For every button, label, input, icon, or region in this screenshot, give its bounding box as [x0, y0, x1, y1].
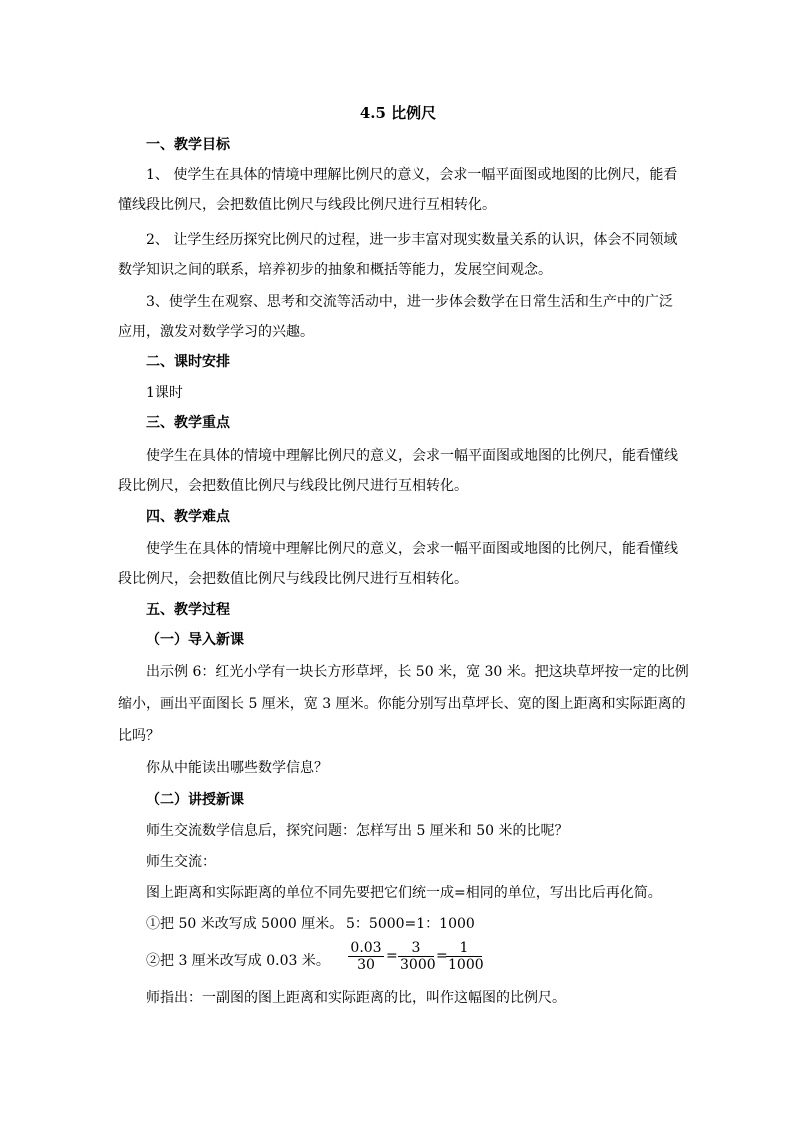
- objective-1-line-2: 懂线段比例尺，会把数值比例尺与线段比例尺进行互相转化。: [118, 197, 496, 213]
- step-2-text: ②把 3 厘米改写成 0.03 米。: [146, 953, 330, 969]
- fraction-2-numerator: 3: [398, 940, 434, 957]
- objective-3-line-2: 应用，激发对数学学习的兴趣。: [118, 324, 314, 340]
- document-title: 4.5 比例尺: [359, 104, 437, 122]
- section-heading-key-points: 三、教学重点: [146, 415, 230, 431]
- fraction-1: [348, 940, 384, 973]
- section-heading-difficulties: 四、教学难点: [146, 509, 230, 525]
- equals-sign-2: =: [436, 948, 448, 964]
- subsection-heading-new-lesson: （二）讲授新课: [146, 792, 244, 808]
- fraction-1-numerator: 0.03: [348, 940, 384, 957]
- objective-3-line-1: 3、使学生在观察、思考和交流等活动中，进一步体会数学在日常生活和生产中的广泛: [146, 294, 673, 310]
- new-lesson-line-3: 图上距离和实际距离的单位不同先要把它们统一成=相同的单位，写出比后再化简。: [146, 885, 662, 901]
- objective-2-line-1: 2、 让学生经历探究比例尺的过程，进一步丰富对现实数量关系的认识，体会不同领域: [146, 232, 678, 248]
- fraction-3-denominator: 1000: [448, 957, 484, 973]
- step-1-ratio: 5：5000=1：1000: [346, 916, 475, 932]
- step-1-text: ①把 50 米改写成 5000 厘米。: [146, 916, 344, 932]
- objective-1-line-1: 1、 使学生在具体的情境中理解比例尺的意义，会求一幅平面图或地图的比例尺，能看: [146, 167, 678, 183]
- key-points-line-1: 使学生在具体的情境中理解比例尺的意义，会求一幅平面图或地图的比例尺，能看懂线: [146, 448, 678, 464]
- equals-sign-1: =: [386, 948, 398, 964]
- intro-line-2: 缩小，画出平面图长 5 厘米，宽 3 厘米。你能分别写出草坪长、宽的图上距离和实际距离的: [118, 696, 686, 712]
- intro-line-3: 比吗？: [118, 728, 160, 744]
- key-points-line-2: 段比例尺，会把数值比例尺与线段比例尺进行互相转化。: [118, 478, 468, 494]
- difficulties-line-1: 使学生在具体的情境中理解比例尺的意义，会求一幅平面图或地图的比例尺，能看懂线: [146, 541, 678, 557]
- new-lesson-line-1: 师生交流数学信息后，探究问题：怎样写出 5 厘米和 50 米的比呢？: [146, 823, 569, 839]
- objective-2-line-2: 数学知识之间的联系，培养初步的抽象和概括等能力，发展空间观念。: [118, 262, 552, 278]
- new-lesson-line-2: 师生交流：: [146, 854, 216, 870]
- intro-line-1: 出示例 6：红光小学有一块长方形草坪，长 50 米，宽 30 米。把这块草坪按一定的比例: [146, 664, 689, 680]
- intro-line-4: 你从中能读出哪些数学信息？: [146, 760, 328, 776]
- conclusion-line: 师指出：一副图的图上距离和实际距离的比，叫作这幅图的比例尺。: [146, 990, 566, 1006]
- subsection-heading-intro: （一）导入新课: [146, 632, 244, 648]
- fraction-2-denominator: 3000: [400, 957, 436, 973]
- fraction-3: [446, 940, 482, 973]
- fraction-1-denominator: 30: [357, 957, 375, 973]
- document-page: [118, 0, 689, 1123]
- difficulties-line-2: 段比例尺，会把数值比例尺与线段比例尺进行互相转化。: [118, 571, 468, 587]
- section-heading-process: 五、教学过程: [146, 602, 230, 618]
- section-heading-objectives: 一、教学目标: [146, 137, 230, 153]
- section-heading-schedule: 二、课时安排: [146, 354, 230, 370]
- fraction-3-numerator: 1: [446, 940, 482, 957]
- schedule-text: 1课时: [146, 385, 183, 401]
- fraction-2: [398, 940, 434, 973]
